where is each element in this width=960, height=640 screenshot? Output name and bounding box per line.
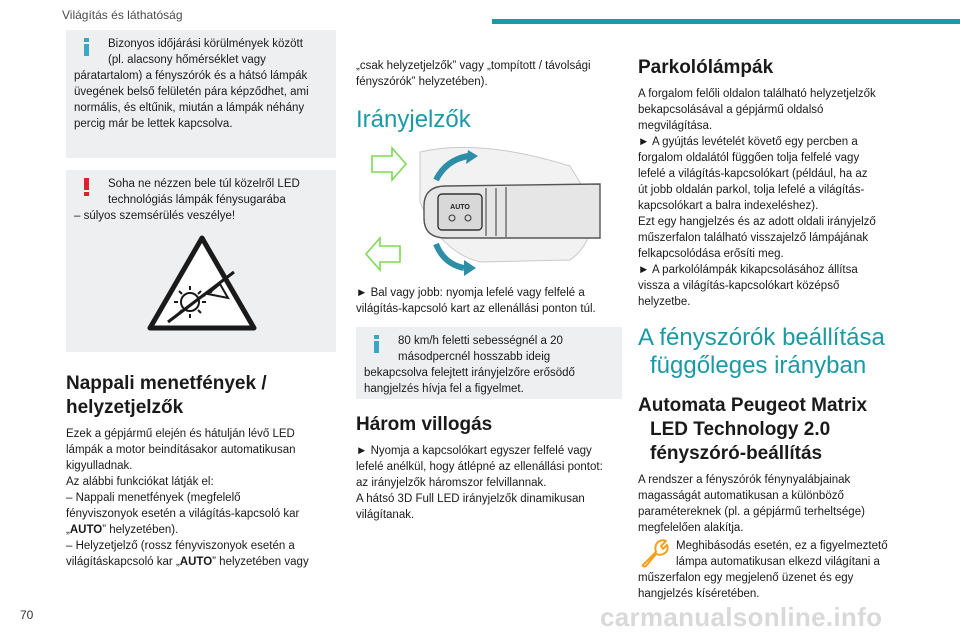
heading-parking-lights: Parkolólámpák <box>638 57 774 78</box>
parking-line-2: bekapcsolásával a gépjármű oldalsó <box>638 104 824 116</box>
para-line-4: Az alábbi funkciókat látják el: <box>66 476 214 488</box>
parking-line-4: ► A gyújtás levételét követő egy percben a <box>638 136 858 148</box>
turn-signal-stalk-icon <box>360 142 605 277</box>
intro-line-2: fényszórók” helyzetében). <box>356 76 488 88</box>
footer-watermark-url: carmanualsonline.info <box>600 602 883 632</box>
para-line-8: – Helyzetjelző (rossz fényviszonyok esetén a <box>66 540 295 552</box>
matrix-line-1: A rendszer a fényszórók fénynyalábjainak <box>638 474 851 486</box>
note-first-line-2: (pl. alacsony hőmérséklet vagy <box>108 54 266 66</box>
info-note-turn-signal <box>356 327 622 399</box>
parking-line-5: forgalom oldalától függően tolja felfelé vagy <box>638 152 860 164</box>
bullet-line-2: világítás-kapcsoló kart az ellenállási ponton túl. <box>356 303 596 315</box>
fault-line-4: hangjelzés kíséretében. <box>638 588 760 600</box>
note2-line-2: másodpercnél hosszabb ideig <box>398 351 551 363</box>
para-line-1: Ezek a gépjármű elején és hátulján lévő LED <box>66 428 295 440</box>
warning-icon <box>84 178 89 196</box>
para-line-2: lámpák a motor beindításakor automatikusan <box>66 444 296 456</box>
note-first-line-1: Bizonyos időjárási körülmények között <box>108 38 303 50</box>
section-title-headlight-adjust-2: függőleges irányban <box>650 352 867 379</box>
parking-line-12: ► A parkolólámpák kikapcsolásához állítsa <box>638 264 858 276</box>
warning-note-led <box>66 170 336 352</box>
flash-line-4: A hátsó 3D Full LED irányjelzők dinamikusan <box>356 493 585 505</box>
fault-line-3: műszerfalon egy megjelenő üzenet és egy <box>638 572 854 584</box>
wrench-warning-icon <box>638 538 670 568</box>
intro-line-1: „csak helyzetjelzők” vagy „tompított / távolsági <box>356 60 591 72</box>
para-line-6: fényviszonyok esetén a világítás-kapcsoló kar <box>66 508 300 520</box>
flash-line-3: az irányjelzők háromszor felvillannak. <box>356 477 547 489</box>
parking-line-10: műszerfalon található visszajelző lámpájának <box>638 232 869 244</box>
note2-line-1: 80 km/h feletti sebességnél a 20 <box>398 335 563 347</box>
info-icon-2 <box>374 335 379 351</box>
warning-line-3: – súlyos szemsérülés veszélye! <box>74 210 236 222</box>
parking-line-9: Ezt egy hangjelzés és az adott oldali irányjelző <box>638 216 876 228</box>
matrix-line-2: magasságát automatikusan a különböző <box>638 490 844 502</box>
heading-daytime-lights-1: Nappali menetfények / <box>66 373 267 394</box>
heading-daytime-lights-2: helyzetjelzők <box>66 397 184 418</box>
parking-line-8: kapcsolókart a balra indexeléshez). <box>638 200 819 212</box>
para-line-5: – Nappali menetfények (megfelelő <box>66 492 241 504</box>
column-2 <box>356 30 622 523</box>
sub-heading-matrix-3: fényszóró-beállítás <box>650 443 823 464</box>
heading-three-flashes: Három villogás <box>356 414 493 435</box>
info-icon <box>84 38 89 54</box>
sub-heading-matrix-2: LED Technology 2.0 <box>650 419 831 440</box>
page-number: 70 <box>20 608 34 622</box>
parking-line-13: vissza a világítás-kapcsolókart középső <box>638 280 840 292</box>
note2-line-3: bekapcsolva felejtett irányjelzőre erősödő <box>364 367 575 379</box>
stalk-auto-label: AUTO <box>450 204 470 211</box>
fault-line-1: Meghibásodás esetén, ez a figyelmeztető <box>676 540 888 552</box>
note-line-3: páratartalom) a fényszórók és a hátsó lámpák <box>74 70 308 82</box>
note-line-6: percig már be lettek kapcsolva. <box>74 118 233 130</box>
note-line-5: normális, és eltűnik, miután a lámpák néhány <box>74 102 305 114</box>
note-line-4: üvegének belső felületén pára képződhet, ami <box>74 86 309 98</box>
parking-line-14: helyzetbe. <box>638 296 691 308</box>
para-line-auto-1: „AUTO” helyzetében). <box>66 524 179 536</box>
no-look-at-led-icon <box>142 232 262 342</box>
para-line-3: kigyulladnak. <box>66 460 133 472</box>
bullet-line-1: ► Bal vagy jobb: nyomja lefelé vagy felfelé a <box>356 287 585 299</box>
matrix-line-4: megfelelően alakítja. <box>638 522 744 534</box>
sub-heading-matrix-1: Automata Peugeot Matrix <box>638 395 868 416</box>
flash-line-2: lefelé anélkül, hogy átlépné az ellenállási pontot: <box>356 461 603 473</box>
fault-block <box>638 538 896 602</box>
header-accent-bar <box>492 19 960 24</box>
parking-line-1: A forgalom felőli oldalon található helyzetjelzők <box>638 88 876 100</box>
parking-line-6: lefelé a világítás-kapcsolókart (például, ha az <box>638 168 868 180</box>
parking-line-11: felkapcsolódása erősíti meg. <box>638 248 784 260</box>
warning-line-1: Soha ne nézzen bele túl közelről LED <box>108 178 300 190</box>
flash-line-1: ► Nyomja a kapcsolókart egyszer felfelé vagy <box>356 445 592 457</box>
header-title: Világítás és láthatóság <box>62 8 183 22</box>
warning-line-2: technológiás lámpák fénysugarába <box>108 194 286 206</box>
matrix-line-3: paramétereknek (pl. a gépjármű terheltsége) <box>638 506 865 518</box>
column-1 <box>66 30 336 570</box>
flash-line-5: világítanak. <box>356 509 415 521</box>
column-3 <box>638 30 896 602</box>
para-line-auto-2: világításkapcsoló kar „AUTO” helyzetében vagy <box>66 556 309 568</box>
parking-line-7: út jobb oldalán parkol, tolja lefelé a világítás- <box>638 184 865 196</box>
note2-line-4: hangjelzés hívja fel a figyelmet. <box>364 383 524 395</box>
info-note-condensation <box>66 30 336 158</box>
section-title-turn-signals: Irányjelzők <box>356 106 471 133</box>
section-title-headlight-adjust-1: A fényszórók beállítása <box>638 324 885 351</box>
parking-line-3: megvilágítása. <box>638 120 713 132</box>
fault-line-2: lámpa automatikusan elkezd világítani a <box>676 556 880 568</box>
